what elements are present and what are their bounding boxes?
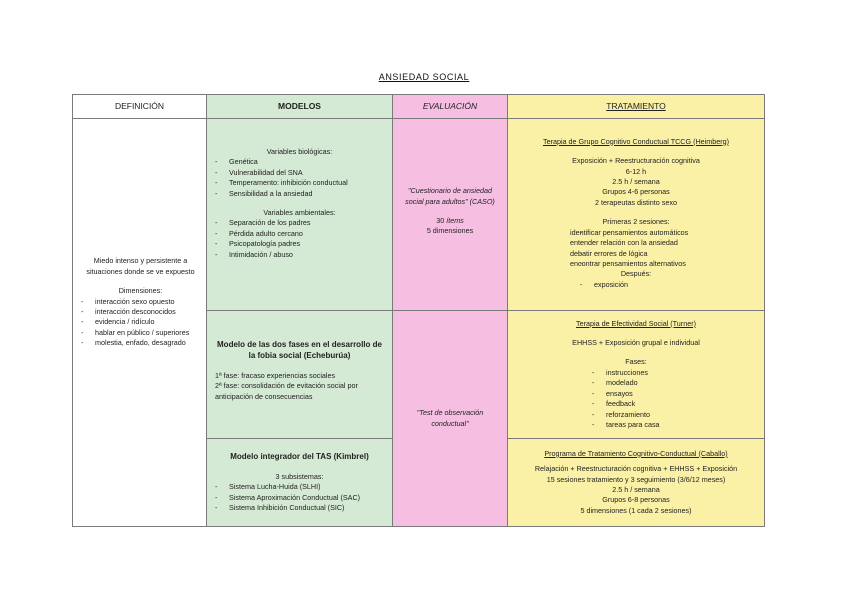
list-item: - Separación de los padres (211, 218, 388, 228)
integrador-list (211, 482, 388, 513)
dos-fases-f2: 2ª fase: consolidación de evitación social por anticipación de consecuencias (215, 381, 358, 401)
amb-title: Variables ambientales: (263, 208, 336, 217)
list-item: - modelado (512, 378, 760, 388)
caso-items (401, 216, 499, 226)
list-item: - Psicopatología padres (211, 239, 388, 249)
tccg-cell (508, 119, 765, 311)
list-item: - hablar en público / superiores (77, 328, 204, 338)
list-item: - evidencia / ridículo (77, 317, 204, 327)
tccg-line: 6-12 h (625, 166, 647, 176)
tes-phases-list (512, 368, 760, 431)
caso-cell (393, 119, 508, 311)
tccg-after-title: Después: (620, 269, 652, 279)
definicion-cell (73, 119, 207, 527)
header-row (73, 95, 765, 119)
list-item: - interacción desconocidos (77, 307, 204, 317)
dimensiones-title: Dimensiones: (118, 286, 163, 296)
dimensiones-list (77, 297, 204, 349)
list-item: - identificar pensamientos automáticos (512, 228, 760, 238)
caballo-line: Relajación + Reestructuración cognitiva + EHHSS + Exposición (534, 464, 738, 474)
list-item: - ensayos (512, 389, 760, 399)
tccg-title: Terapia de Grupo Cognitivo Conductual TCCG (Heimberg) (542, 136, 730, 146)
header-evaluacion: EVALUACIÓN (393, 95, 508, 119)
list-item: - debatir errores de lógica (512, 249, 760, 259)
list-item: - Vulnerabilidad del SNA (211, 168, 388, 178)
page-title: ANSIEDAD SOCIAL (378, 72, 470, 82)
tccg-line: Grupos 4-6 personas (602, 187, 670, 197)
bio-list (211, 157, 388, 199)
tccg-line: 2.5 h / semana (612, 176, 660, 186)
list-item: - Temperamento: inhibición conductual (211, 178, 388, 188)
caballo-cell (508, 439, 765, 527)
header-modelos: MODELOS (207, 95, 393, 119)
caso-dims: 5 dimensiones (426, 226, 474, 236)
list-item: - feedback (512, 399, 760, 409)
list-item: - entender relación con la ansiedad (512, 238, 760, 248)
test-cell (393, 311, 508, 527)
list-item: - Genética (211, 157, 388, 167)
tccg-sessions-list (512, 228, 760, 270)
list-item: - Intimidación / abuso (211, 250, 388, 260)
list-item: - Pérdida adulto cercano (211, 229, 388, 239)
modelo-dos-fases-cell (207, 311, 393, 439)
caballo-line: 5 dimensiones (1 cada 2 sesiones) (580, 505, 692, 515)
list-item: - Sistema Aproximación Conductual (SAC) (211, 493, 388, 503)
tccg-sessions-title: Primeras 2 sesiones: (602, 217, 670, 227)
tccg-line: Exposición + Reestructuración cognitiva (572, 156, 700, 166)
dos-fases-f1: 1ª fase: fracaso experiencias sociales (215, 370, 336, 380)
caballo-title: Programa de Tratamiento Cognitivo-Conductual (Caballo) (544, 448, 728, 458)
definicion-text: Miedo intenso y persistente a situaciones donde se ve expuesto (86, 256, 195, 276)
caso-title: "Cuestionario de ansiedad social para adultos" (CASO) (405, 186, 495, 206)
integrador-sub-title: 3 subsistemas: (275, 471, 324, 481)
test-observacion: "Test de observación conductual" (416, 408, 484, 428)
list-item: - Sensibilidad a la ansiedad (211, 189, 388, 199)
amb-list (211, 218, 388, 260)
tccg-line: 2 terapeutas distinto sexo (595, 197, 677, 207)
tes-phases-title: Fases: (625, 357, 647, 367)
list-item: - molestia, enfado, desagrado (77, 338, 204, 348)
modelo-integrador-cell (207, 439, 393, 527)
list-item: - instrucciones (512, 368, 760, 378)
bio-title: Variables biológicas: (266, 146, 333, 156)
list-item: - tareas para casa (512, 420, 760, 430)
integrador-title: Modelo integrador del TAS (Kimbrel) (230, 452, 369, 462)
caso-items-word: ítems (446, 216, 464, 225)
tes-line: EHHSS + Exposición grupal e individual (572, 337, 700, 347)
list-item: - exposición (512, 280, 760, 290)
caso-items-num: 30 (436, 216, 445, 225)
header-tratamiento: TRATAMIENTO (508, 95, 765, 119)
caballo-line: 15 sesiones tratamiento y 3 seguimiento (3/6/12 meses) (546, 474, 726, 484)
tccg-after-list (512, 280, 760, 290)
row-1 (73, 119, 765, 311)
tes-cell (508, 311, 765, 439)
list-item: - interacción sexo opuesto (77, 297, 204, 307)
list-item: - Sistema Lucha-Huida (SLHI) (211, 482, 388, 492)
tes-title: Terapia de Efectividad Social (Turner) (576, 318, 696, 328)
list-item: - Sistema Inhibición Conductual (SIC) (211, 503, 388, 513)
header-definicion: DEFINICIÓN (73, 95, 207, 119)
modelo-biologico-cell (207, 119, 393, 311)
list-item: - reforzamiento (512, 410, 760, 420)
caballo-line: 2.5 h / semana (612, 485, 660, 494)
caballo-line: Grupos 6-8 personas (602, 495, 670, 505)
anxiety-table (72, 94, 765, 527)
list-item: - encontrar pensamientos alternativos (512, 259, 760, 269)
dos-fases-title: Modelo de las dos fases en el desarrollo de la fobia social (Echeburúa) (217, 339, 382, 361)
